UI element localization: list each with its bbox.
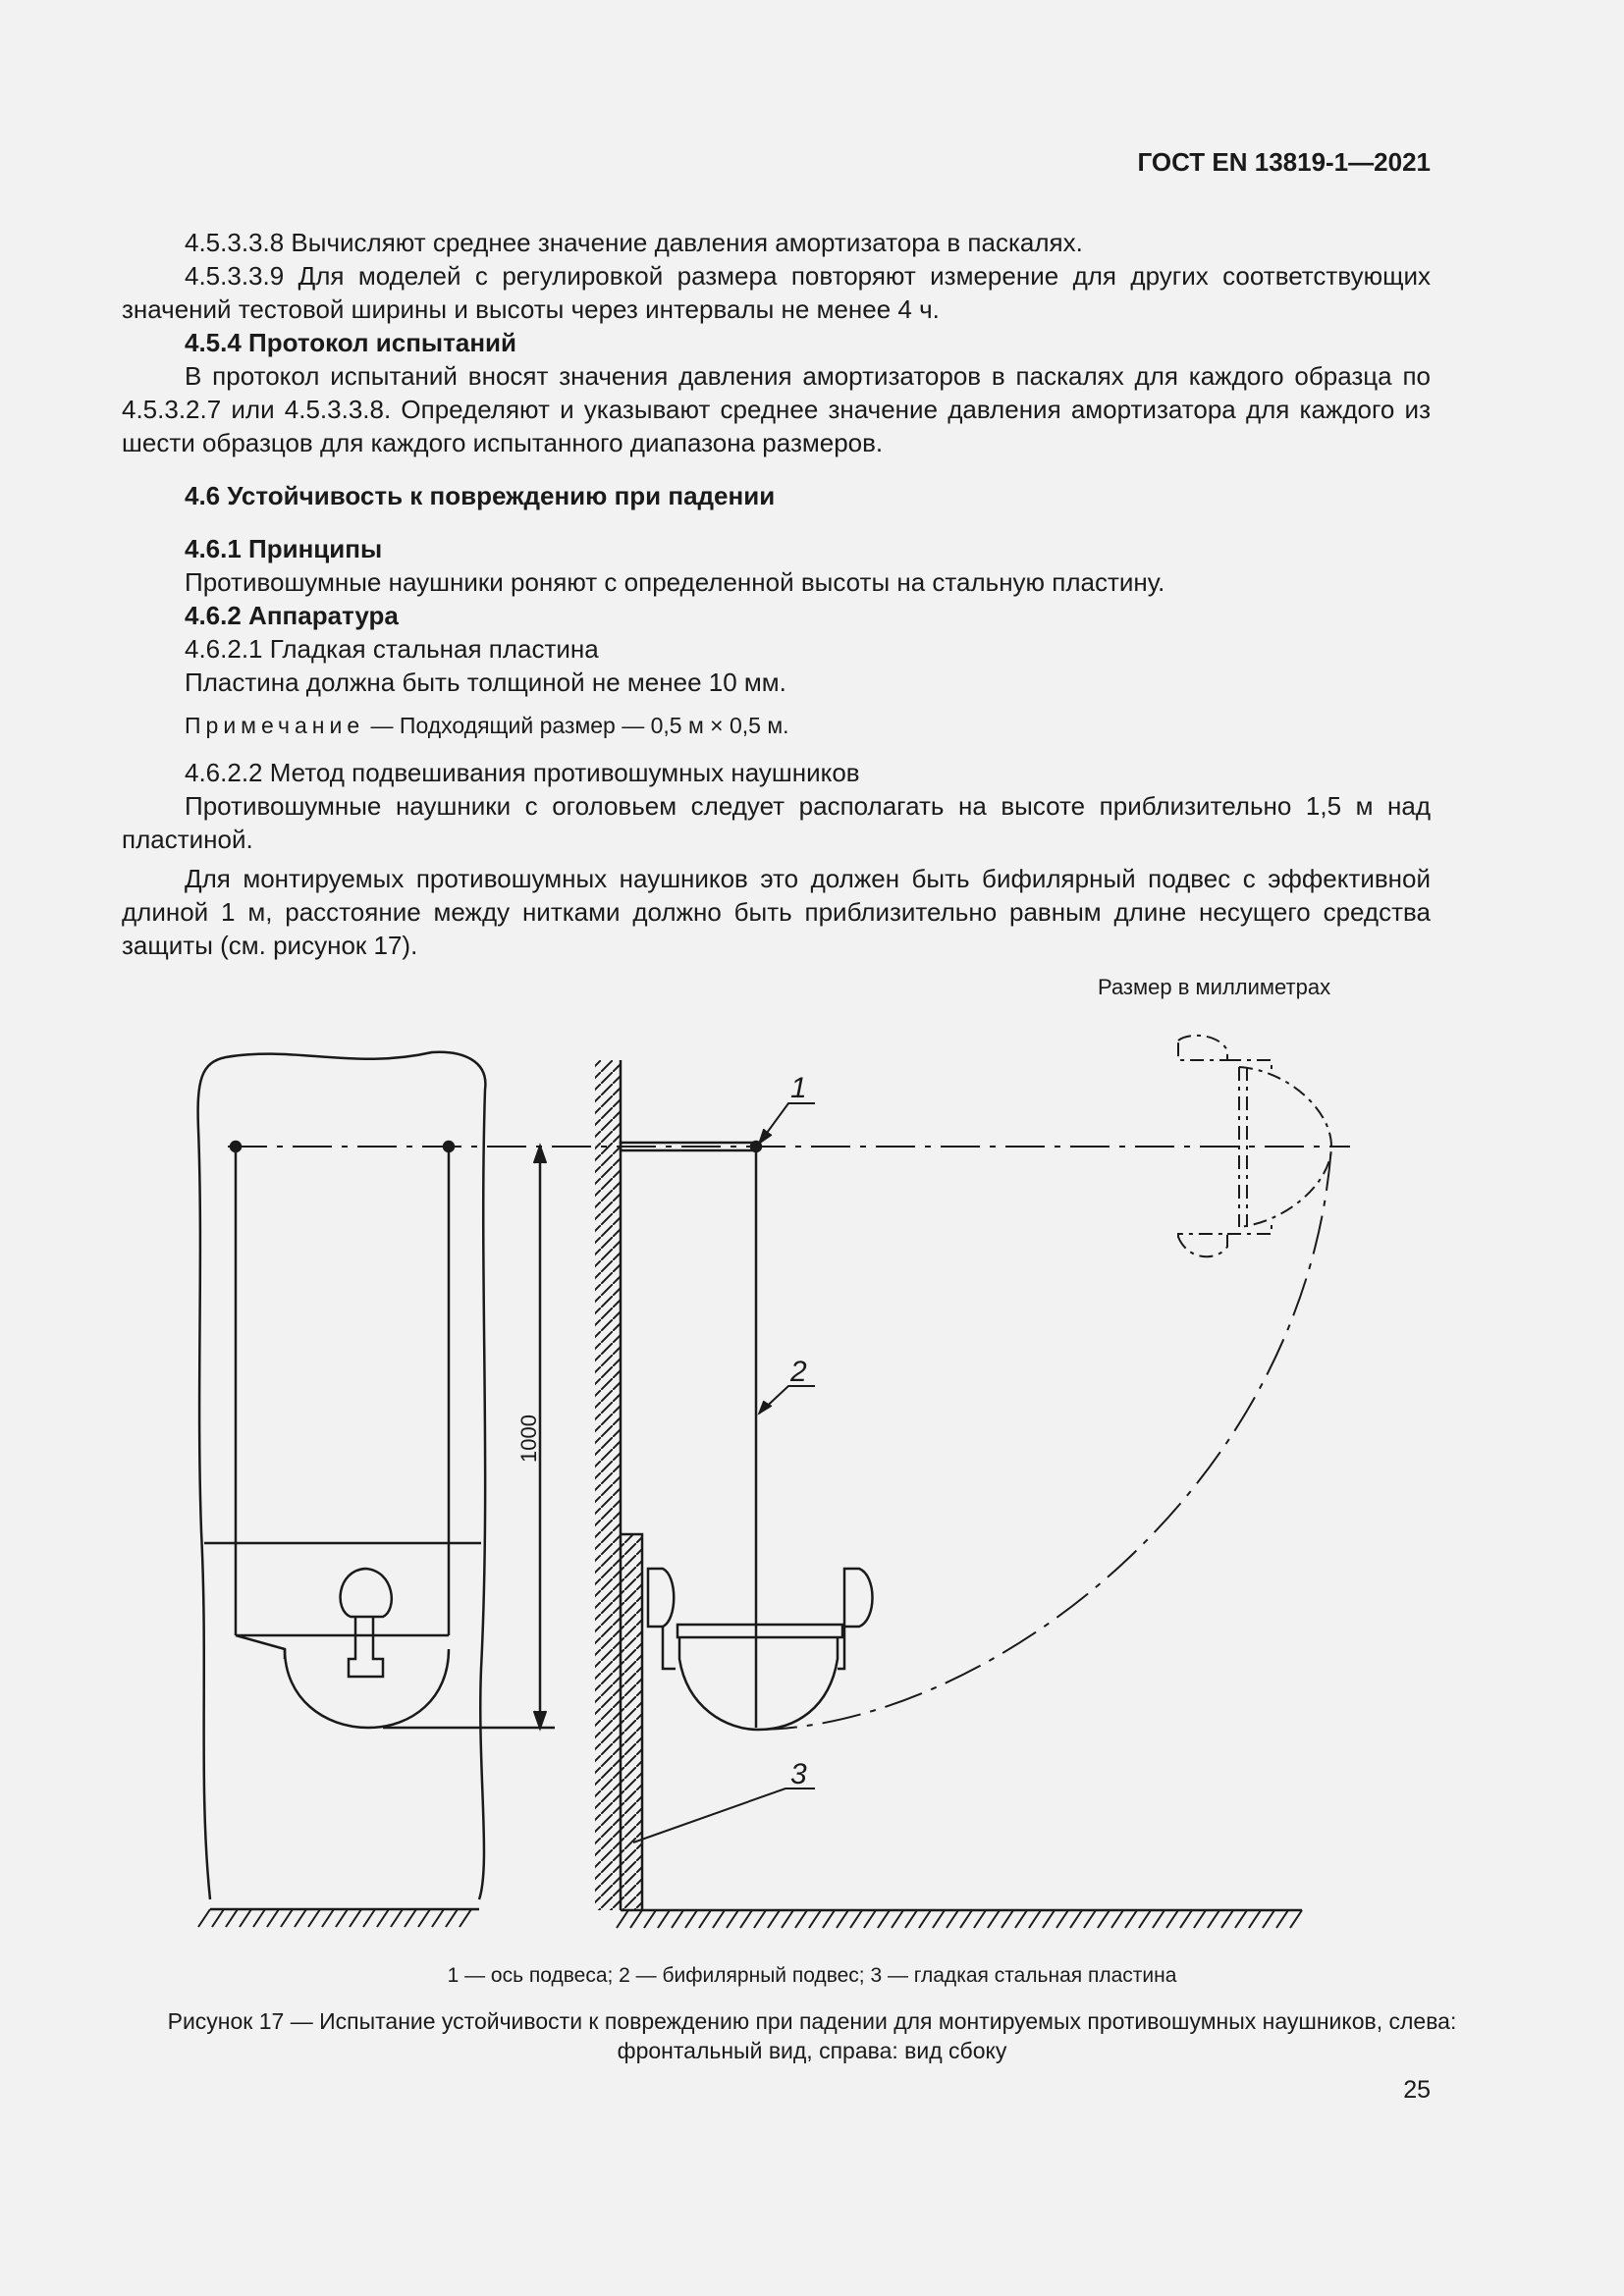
note-text: — Подходящий размер — 0,5 м × 0,5 м. (364, 713, 789, 738)
earcup-mount (349, 1617, 383, 1677)
paragraph: Для монтируемых противошумных наушников это должен быть бифилярный подвес с эффективной длиной 1 м, расстояние между нитками должно быть приблизительно равным длине несущего средства защиты (см. рисунок 17). (122, 864, 1431, 960)
callout-leader (759, 1386, 815, 1414)
earcup-front (341, 1569, 392, 1617)
section-heading: 4.6 Устойчивость к повреждению при падении (185, 481, 776, 510)
unit-note: Размер в миллиметрах (1098, 975, 1331, 999)
paragraph: Противошумные наушники роняют с определенной высоты на стальную пластину. (185, 567, 1165, 597)
callout-2: 2 (790, 1356, 807, 1388)
figure-17-drawing (0, 1021, 1624, 1963)
section-heading: 4.6.1 Принципы (185, 534, 383, 563)
note-label: Примечание (185, 713, 365, 738)
steel-plate-hatching (621, 1534, 642, 1910)
note (185, 709, 1431, 742)
helmet-brim-side (677, 1625, 842, 1637)
dimension-label: 1000 (516, 1415, 541, 1463)
body-text (122, 226, 1431, 962)
paragraph: 4.6.2.1 Гладкая стальная пластина (185, 634, 599, 664)
hatching-floor-left-ticks (198, 1909, 471, 1927)
earcup-side-right (838, 1569, 873, 1669)
helmet-shell-side (679, 1637, 838, 1730)
page-number: 25 (1403, 2076, 1431, 2104)
section-heading: 4.6.2 Аппаратура (185, 601, 399, 630)
paragraph: 4.5.3.3.8 Вычисляют среднее значение давления амортизатора в паскалях. (185, 228, 1083, 257)
document-header: ГОСТ EN 13819-1—2021 (1137, 147, 1431, 177)
wall-hatching (595, 1060, 621, 1910)
paragraph: В протокол испытаний вносят значения давления амортизаторов в паскалях для каждого образца по 4.5.3.2.7 или 4.5.3.3.8. Определяют и указывают среднее значение давления амортизатора для каждого из шести образцов для каждого испытанного диапазона размеров. (122, 361, 1431, 457)
figure-caption: Рисунок 17 — Испытание устойчивости к повреждению при падении для монтируемых противошумных наушников, слева: фронтальный вид, справа: вид сбоку (167, 2008, 1457, 2063)
helmet-shell-front (285, 1649, 449, 1728)
floor-hatching (617, 1910, 1302, 1928)
earcup-side-left (648, 1569, 676, 1669)
callout-leader (633, 1789, 815, 1842)
paragraph: 4.6.2.2 Метод подвешивания противошумных наушников (185, 758, 860, 787)
figure-legend: 1 — ось подвеса; 2 — бифилярный подвес; 3 — гладкая стальная пластина (447, 1964, 1177, 1987)
paragraph: 4.5.3.3.9 Для моделей с регулировкой размера повторяют измерение для других соответствующих значений тестовой ширины и высоты через интервалы не менее 4 ч. (122, 261, 1431, 324)
section-heading: 4.5.4 Протокол испытаний (185, 328, 516, 357)
head-outline (198, 1052, 486, 1899)
callout-1: 1 (790, 1072, 807, 1104)
carrier-bar (236, 1635, 449, 1659)
paragraph: Противошумные наушники с оголовьем следует располагать на высоте приблизительно 1,5 м над пластиной. (122, 791, 1431, 854)
callout-3: 3 (790, 1758, 807, 1790)
paragraph: Пластина должна быть толщиной не менее 10 мм. (185, 667, 786, 697)
